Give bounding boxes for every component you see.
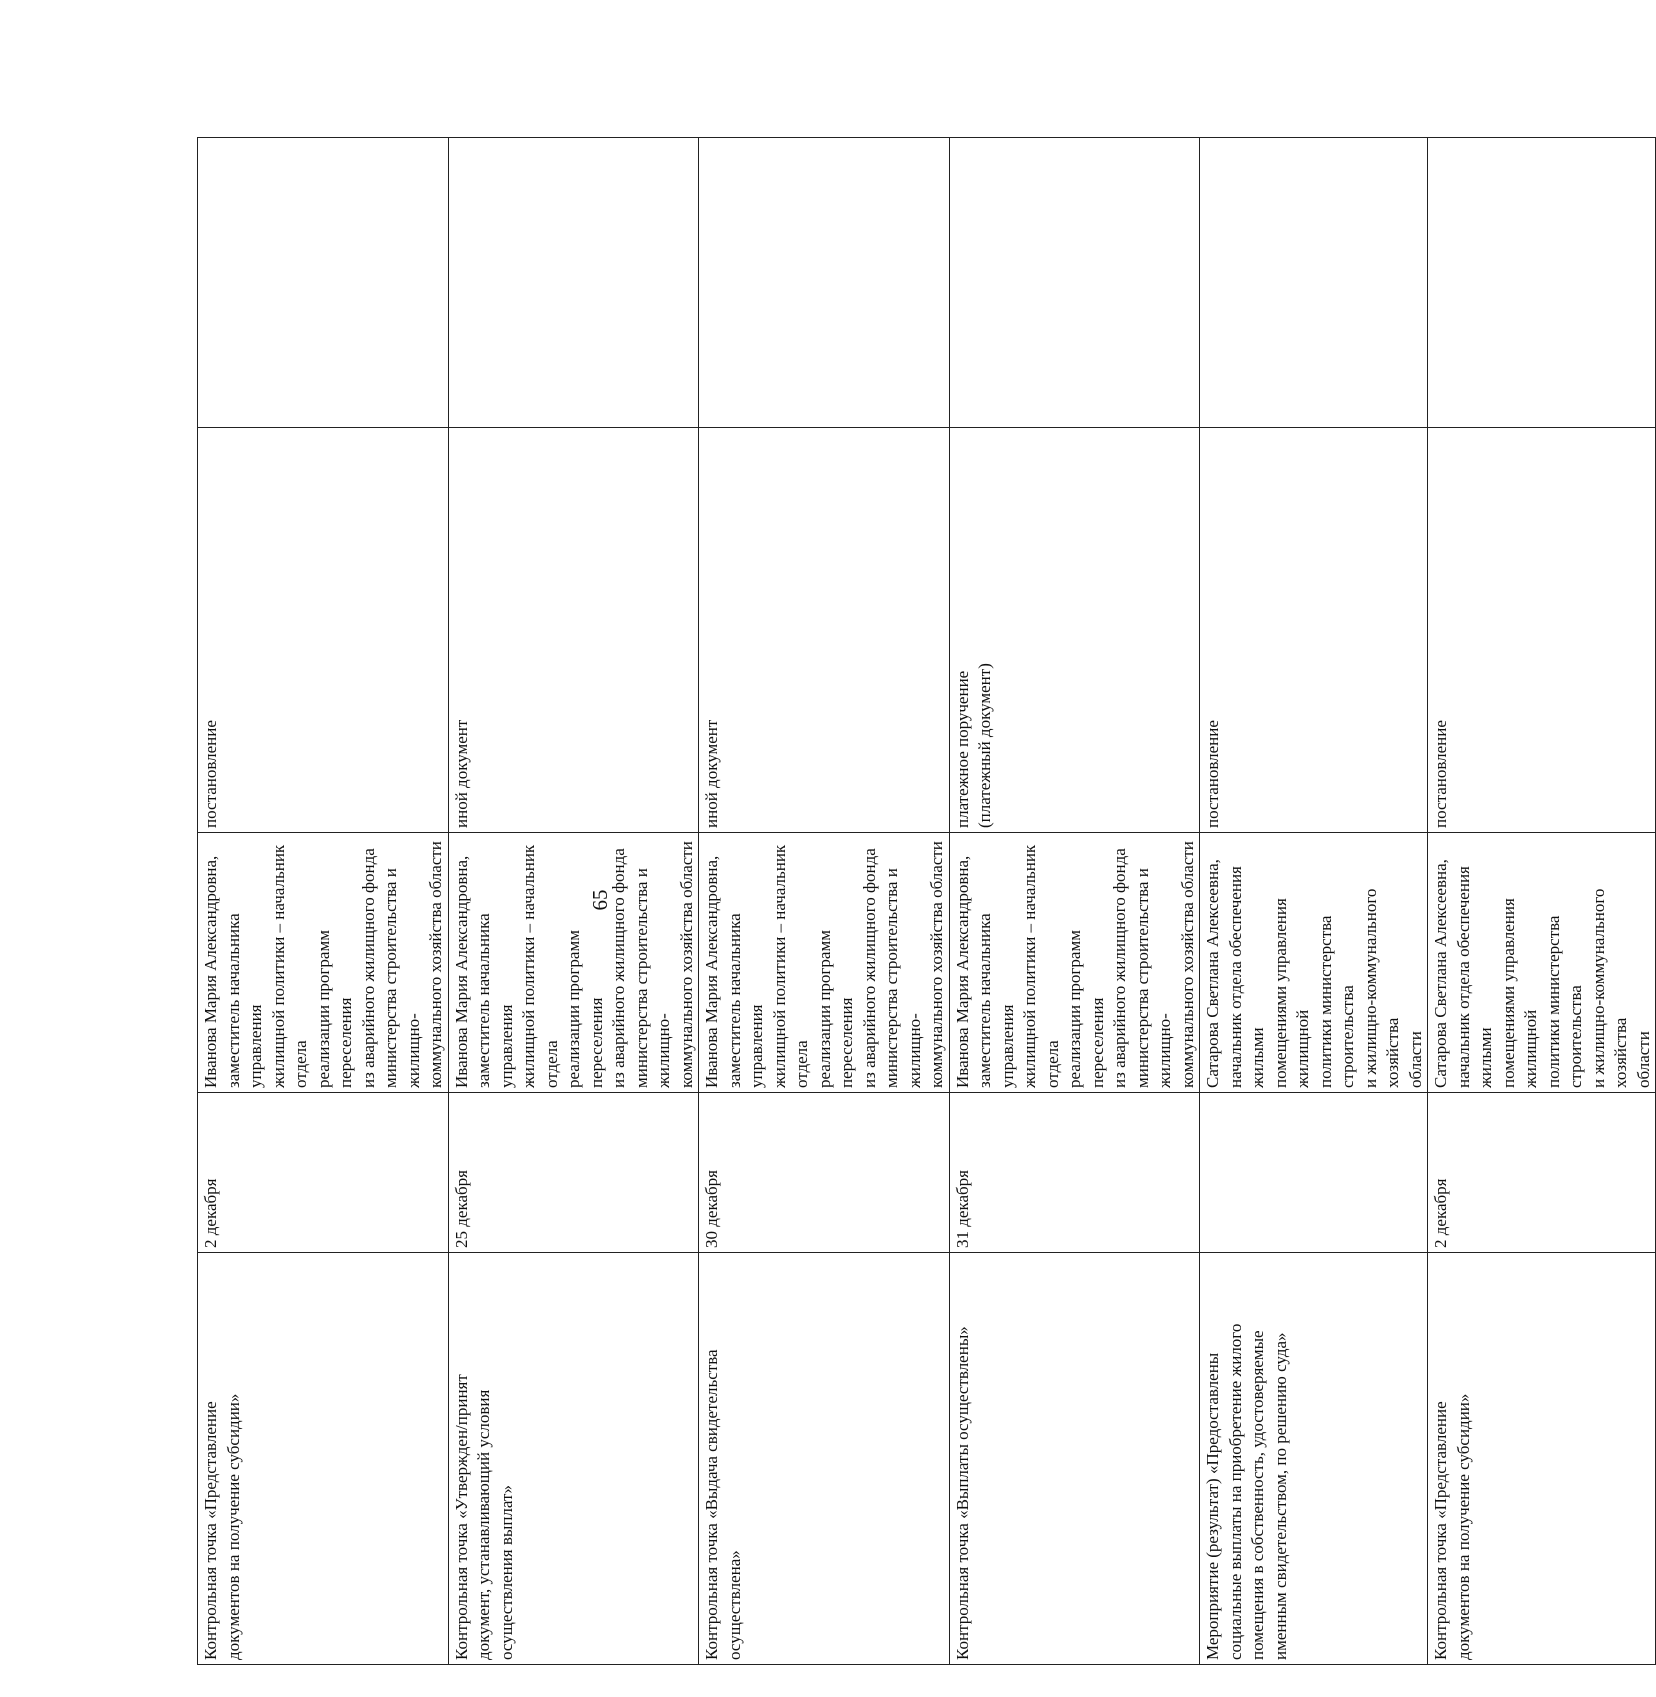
- table-row: [1428, 138, 1656, 1665]
- table-row: [1200, 138, 1428, 1665]
- event-text: Контрольная точка «Выдача свидетельства осуществлена»: [702, 1349, 744, 1660]
- responsible-text: Иванова Мария Александровна, заместитель начальника управления жилищной политики – начальник отдела реализации программ переселения из аварийного жилищного фонда министерства строительства и жилищно- коммунального хозяйства области: [201, 841, 445, 1088]
- document-text: иной документ: [451, 719, 471, 828]
- event-cell: [1428, 1253, 1656, 1665]
- date-text: 2 декабря: [1431, 1178, 1450, 1248]
- note-cell: [699, 138, 950, 428]
- event-text: Контрольная точка «Выплаты осуществлены»: [952, 1326, 972, 1660]
- date-text: 31 декабря: [952, 1170, 972, 1248]
- event-text: Контрольная точка «Представление документов на получение субсидии»: [1431, 1393, 1473, 1660]
- date-cell: [1428, 1093, 1656, 1253]
- table-row: [699, 138, 950, 1665]
- document-cell: [949, 428, 1200, 833]
- event-cell: [198, 1253, 449, 1665]
- event-text: Контрольная точка «Представление документов на получение субсидии»: [201, 1393, 243, 1660]
- document-cell: [1200, 428, 1428, 833]
- table-row: [448, 138, 699, 1665]
- responsible-text: Сатарова Светлана Алексеевна, начальник отдела обеспечения жилыми помещениями управления жилищной политики министерства строительства и жилищно-коммунального хозяйства области: [1203, 859, 1425, 1088]
- responsible-cell: [1200, 833, 1428, 1093]
- responsible-cell: [949, 833, 1200, 1093]
- note-cell: [448, 138, 699, 428]
- document-text: постановление: [1431, 720, 1450, 828]
- note-cell: [949, 138, 1200, 428]
- document-cell: [699, 428, 950, 833]
- date-text: 30 декабря: [702, 1170, 721, 1248]
- date-cell: [198, 1093, 449, 1253]
- responsible-cell: [1428, 833, 1656, 1093]
- document-cell: [1428, 428, 1656, 833]
- date-cell: [448, 1093, 699, 1253]
- responsible-text: Иванова Мария Александровна, заместитель начальника управления жилищной политики – начальник отдела реализации программ переселения из аварийного жилищного фонда министерства строительства и жилищно- коммунального хозяйства области: [702, 841, 946, 1088]
- document-text: иной документ: [702, 719, 721, 828]
- responsible-text: Иванова Мария Александровна, заместитель начальника управления жилищной политики – начальник отдела реализации программ переселения из аварийного жилищного фонда министерства строительства и жилищно- коммунального хозяйства области: [451, 841, 696, 1088]
- responsible-text: Иванова Мария Александровна, заместитель начальника управления жилищной политики – начальник отдела реализации программ переселения из аварийного жилищного фонда министерства строительства и жилищно- коммунального хозяйства области: [952, 841, 1197, 1088]
- event-text: Контрольная точка «Утвержден/принят документ, устанавливающий условия осуществления выплат»: [451, 1374, 516, 1660]
- event-cell: [949, 1253, 1200, 1665]
- date-text: 2 декабря: [201, 1178, 220, 1248]
- document-cell: [198, 428, 449, 833]
- document-text: постановление: [201, 720, 220, 828]
- note-cell: [198, 138, 449, 428]
- document-text: платежное поручение (платежный документ): [952, 663, 994, 828]
- date-cell: [699, 1093, 950, 1253]
- note-cell: [1200, 138, 1428, 428]
- date-cell: [949, 1093, 1200, 1253]
- table-container: [197, 138, 1653, 1665]
- responsible-text: Сатарова Светлана Алексеевна, начальник отдела обеспечения жилыми помещениями управления жилищной политики министерства строительства и жилищно-коммунального хозяйства области: [1431, 859, 1653, 1088]
- date-text: 25 декабря: [451, 1170, 471, 1248]
- responsible-cell: [198, 833, 449, 1093]
- page-number: 65: [588, 889, 612, 911]
- event-cell: [1200, 1253, 1428, 1665]
- document-cell: [448, 428, 699, 833]
- responsible-cell: [448, 833, 699, 1093]
- control-points-table: [197, 137, 1656, 1665]
- table-row: [949, 138, 1200, 1665]
- event-cell: [699, 1253, 950, 1665]
- event-text: Мероприятие (результат) «Предоставлены социальные выплаты на приобретение жилого помещения в собственность, удостоверяемые именным свидетельством, по решению суда»: [1203, 1323, 1290, 1660]
- responsible-cell: [699, 833, 950, 1093]
- note-cell: [1428, 138, 1656, 428]
- document-text: постановление: [1203, 720, 1222, 828]
- event-cell: [448, 1253, 699, 1665]
- date-cell: [1200, 1093, 1428, 1253]
- table-row: [198, 138, 449, 1665]
